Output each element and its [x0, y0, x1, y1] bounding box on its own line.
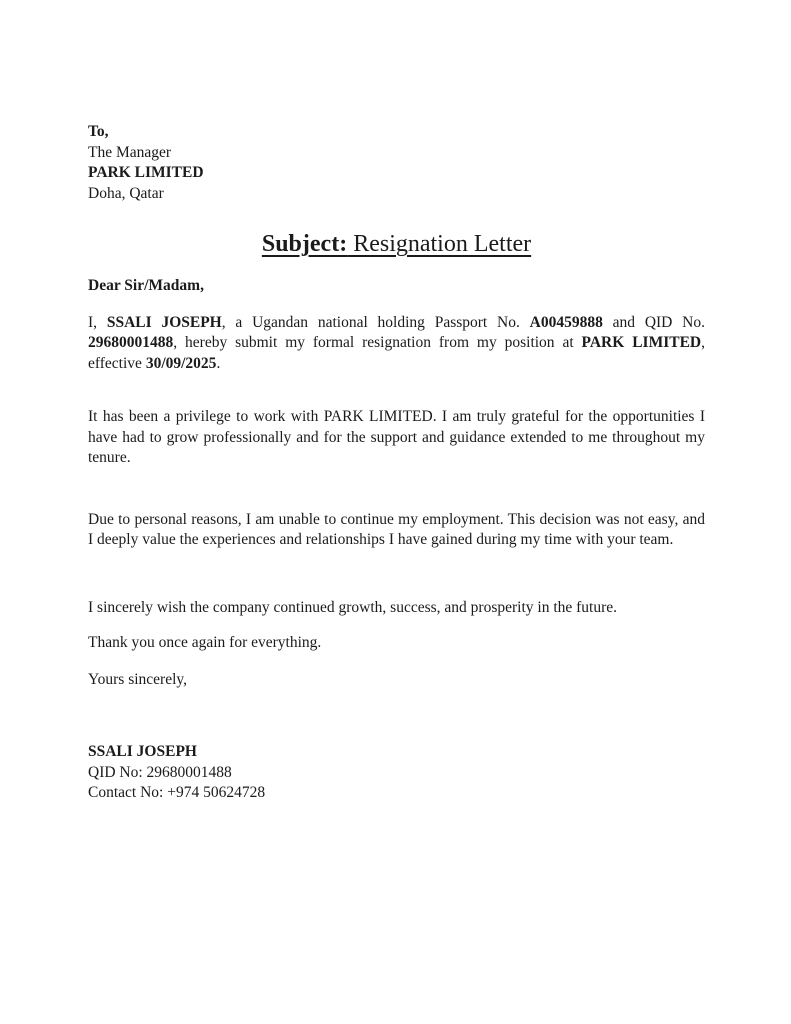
effective-date: 30/09/2025 [145, 354, 217, 372]
sender-name-inline: SSALI JOSEPH [106, 313, 222, 331]
body-paragraph-reasons: Due to personal reasons, I am unable to continue my employment. This decision was not easy, and I deeply value the experiences and relationships I have gained during my time with your team. [88, 510, 705, 548]
intro-text-4: , hereby submit my formal resignation from my position at [173, 334, 582, 351]
subject-label: Subject: [261, 231, 348, 257]
recipient-to: To, [88, 123, 109, 140]
qid-number-inline: 29680001488 [88, 334, 174, 351]
salutation: Dear Sir/Madam, [88, 277, 204, 294]
passport-number: A00459888 [529, 313, 603, 331]
intro-text-6: . [216, 354, 221, 372]
company-name-inline: PARK LIMITED [581, 334, 702, 351]
signature-block [88, 742, 705, 804]
recipient-location: Doha, Qatar [88, 184, 164, 202]
closing-line: Yours sincerely, [88, 670, 188, 688]
intro-paragraph [88, 313, 705, 375]
intro-text-5: , effective [88, 334, 705, 372]
recipient-name: The Manager [88, 143, 172, 161]
recipient-block [88, 122, 705, 204]
signature-contact: Contact No: +974 50624728 [88, 784, 266, 801]
intro-text-3: and QID No. [602, 313, 705, 331]
body-paragraph-thanks: Thank you once again for everything. [88, 634, 322, 651]
subject-title: Resignation Letter [347, 231, 532, 257]
intro-text-1: I, [88, 313, 107, 331]
signature-qid: QID No: 29680001488 [88, 763, 232, 781]
body-paragraph-wish: I sincerely wish the company continued growth, success, and prosperity in the future. [88, 598, 618, 616]
intro-text-2: , a Ugandan national holding Passport No. [221, 313, 530, 331]
body-paragraph-privilege: It has been a privilege to work with PARK LIMITED. I am truly grateful for the opportunities I have had to grow professionally and for the support and guidance extended to me throughout my tenure. [88, 408, 705, 466]
subject-line [88, 229, 705, 259]
recipient-company: PARK LIMITED [88, 164, 204, 181]
signature-name: SSALI JOSEPH [88, 743, 197, 760]
